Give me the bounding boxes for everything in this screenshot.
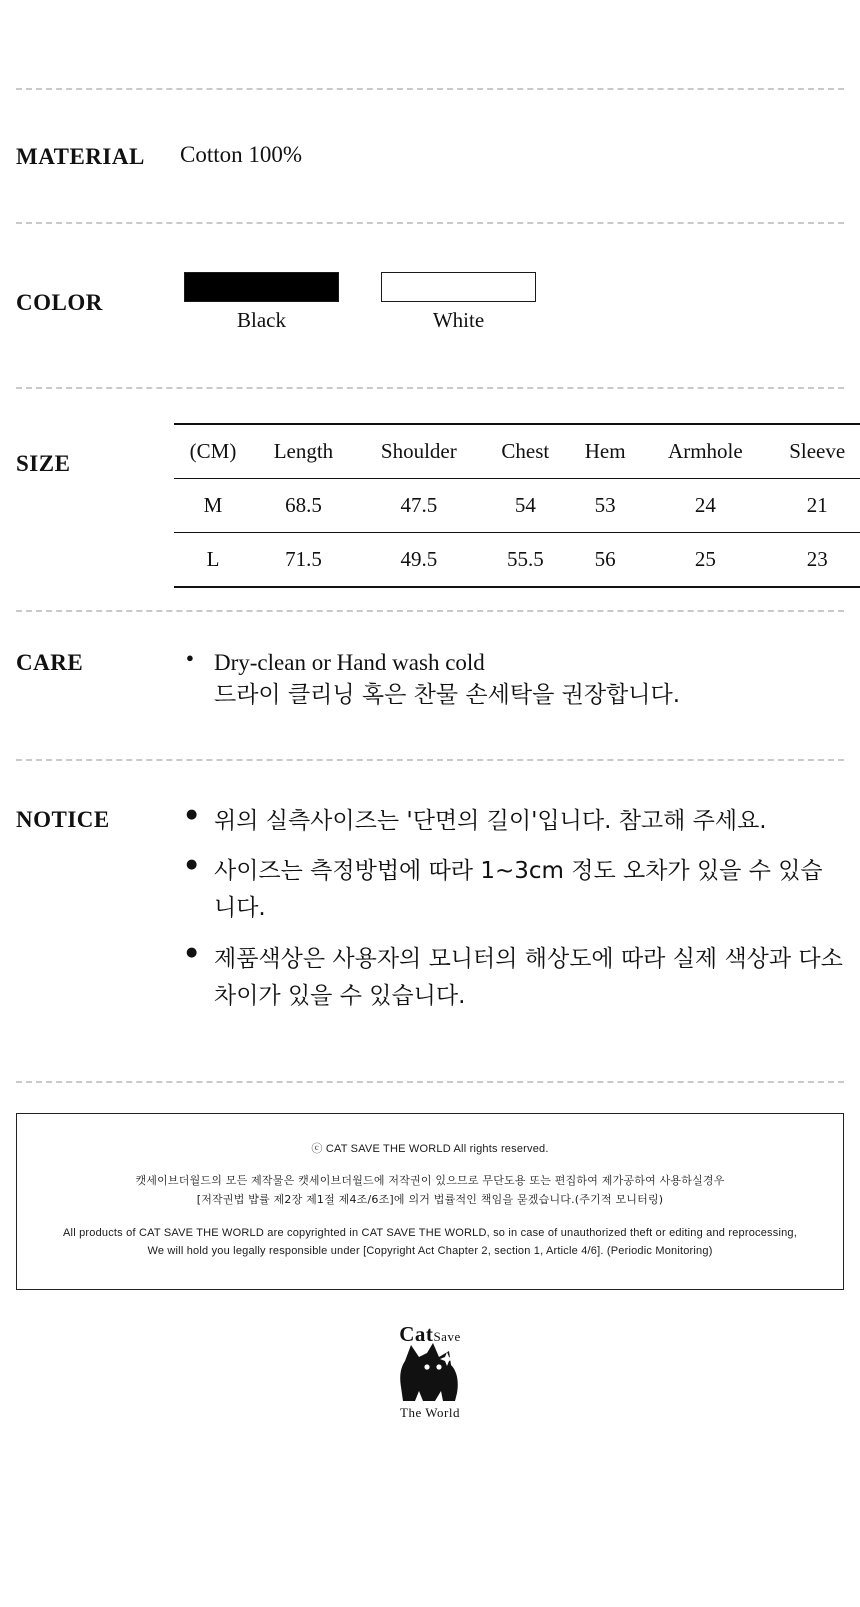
brand-logo xyxy=(16,1290,844,1440)
notice-section xyxy=(16,761,844,1081)
swatch-label-black: Black xyxy=(237,308,286,332)
size-header-shoulder: Shoulder xyxy=(380,439,457,463)
material-label: MATERIAL xyxy=(16,144,145,169)
logo-bottom-text: The World xyxy=(400,1405,460,1421)
size-cell-l-length: 71.5 xyxy=(285,547,322,571)
notice-label: NOTICE xyxy=(16,806,110,832)
copyright-box xyxy=(16,1113,844,1290)
size-cell-m-sleeve: 21 xyxy=(806,493,828,517)
copyright-title: ⓒ CAT SAVE THE WORLD All rights reserved. xyxy=(311,1142,549,1155)
size-cell-l-label: L xyxy=(206,547,220,571)
size-header-hem: Hem xyxy=(584,439,626,463)
swatch-chip-black xyxy=(184,272,339,302)
copyright-en-line1: All products of CAT SAVE THE WORLD are copyrighted in CAT SAVE THE WORLD, so in case of unauthorized theft or editing and reprocessing, xyxy=(63,1226,797,1239)
copyright-ko-line1: 캣세이브더월드의 모든 제작물은 캣세이브더월드에 저작권이 있으므로 무단도용 또는 편집하여 제가공하여 사용하실경우 xyxy=(135,1174,725,1188)
size-header-armhole: Armhole xyxy=(668,439,743,463)
care-item-en: Dry-clean or Hand wash cold xyxy=(214,650,485,675)
table-row xyxy=(174,479,860,533)
color-swatch-white[interactable] xyxy=(381,272,536,333)
size-cell-l-armhole: 25 xyxy=(694,547,716,571)
size-cell-l-shoulder: 49.5 xyxy=(400,547,438,571)
color-section xyxy=(16,224,844,387)
care-label: CARE xyxy=(16,650,84,675)
logo-word-cat: Cat xyxy=(399,1322,434,1347)
copyright-section xyxy=(16,1083,844,1290)
size-header-length: Length xyxy=(273,439,334,463)
swatch-chip-white xyxy=(381,272,536,302)
size-label: SIZE xyxy=(16,451,71,476)
list-item: ● 위의 실측사이즈는 '단면의 길이'입니다. 참고해 주세요. xyxy=(184,803,844,840)
size-cell-m-label: M xyxy=(203,493,223,517)
notice-list xyxy=(174,803,844,1015)
material-section xyxy=(16,90,844,222)
care-item-ko: 드라이 클리닝 혹은 찬물 손세탁을 권장합니다. xyxy=(214,682,681,709)
size-section xyxy=(16,389,844,610)
table-row xyxy=(174,533,860,588)
size-header-unit: (CM) xyxy=(189,439,237,463)
color-label: COLOR xyxy=(16,290,103,315)
cat-icon xyxy=(393,1341,467,1403)
list-item: ● 사이즈는 측정방법에 따라 1~3cm 정도 오차가 있을 수 있습니다. xyxy=(184,853,844,927)
size-table xyxy=(174,423,860,588)
care-section xyxy=(16,612,844,759)
list-item: ● 제품색상은 사용자의 모니터의 해상도에 따라 실제 색상과 다소 차이가 있을 수 있습니다. xyxy=(184,941,844,1015)
copyright-ko-line2: [저작권법 뱝률 제2장 제1절 제4조/6조]에 의거 법률적인 책임을 묻겠습니다.(주기적 모니터링) xyxy=(196,1193,664,1207)
size-cell-l-hem: 56 xyxy=(594,547,616,571)
size-cell-m-chest: 54 xyxy=(514,493,536,517)
care-list xyxy=(174,646,844,713)
size-cell-l-sleeve: 23 xyxy=(806,547,828,571)
color-swatch-black[interactable] xyxy=(184,272,339,333)
size-cell-l-chest: 55.5 xyxy=(506,547,544,571)
size-header-sleeve: Sleeve xyxy=(789,439,846,463)
size-cell-m-armhole: 24 xyxy=(694,493,716,517)
swatch-label-white: White xyxy=(432,308,485,332)
logo-word-save: Save xyxy=(433,1329,461,1345)
list-item xyxy=(184,646,844,713)
size-cell-m-shoulder: 47.5 xyxy=(400,493,438,517)
copyright-en-line2: We will hold you legally responsible under [Copyright Act Chapter 2, section 1, Article 4/6]. (Periodic Monitoring) xyxy=(147,1245,713,1258)
size-header-chest: Chest xyxy=(501,439,550,463)
size-cell-m-length: 68.5 xyxy=(285,493,322,517)
color-swatch-row xyxy=(174,272,844,333)
size-cell-m-hem: 53 xyxy=(594,493,616,517)
material-value: Cotton 100% xyxy=(180,142,303,167)
size-table-header-row xyxy=(174,424,860,479)
